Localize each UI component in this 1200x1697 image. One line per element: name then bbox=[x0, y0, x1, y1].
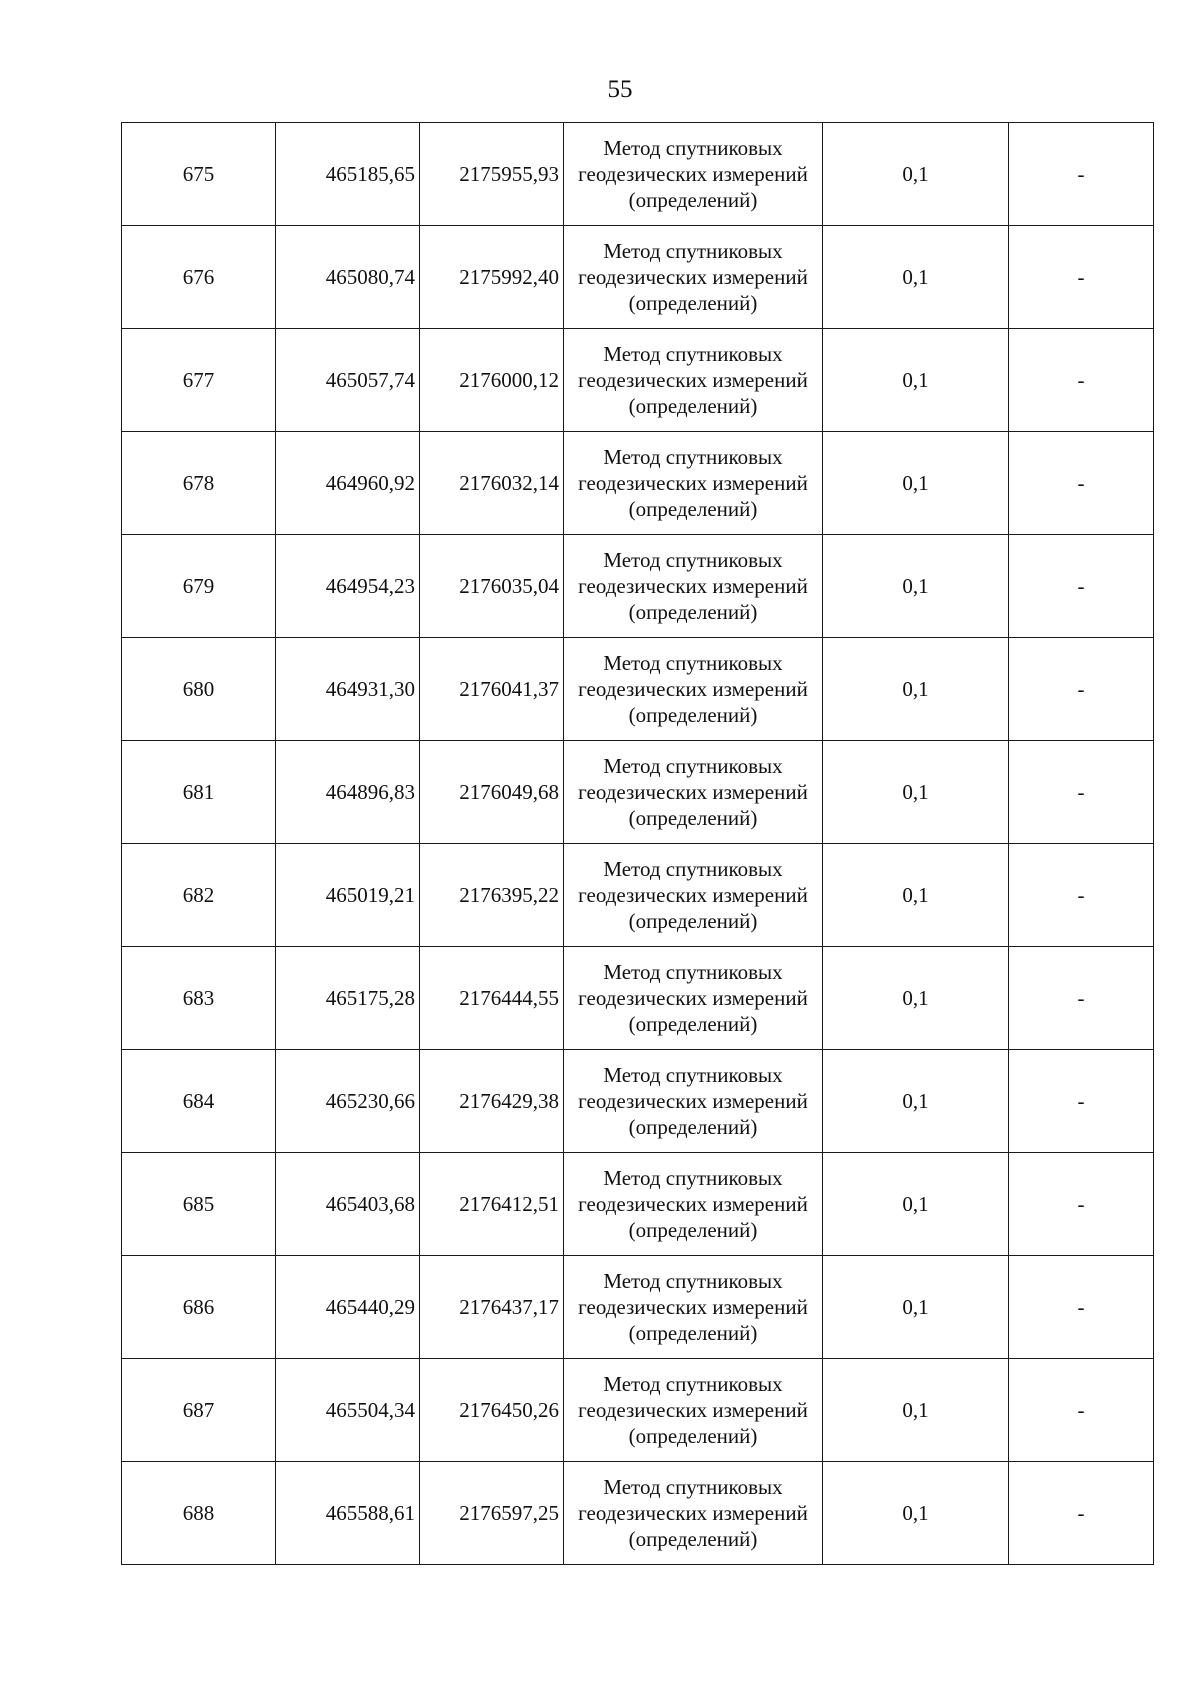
table-row bbox=[122, 1462, 1154, 1565]
table-row bbox=[122, 535, 1154, 638]
note-cell: - bbox=[1009, 1256, 1154, 1359]
table-row bbox=[122, 638, 1154, 741]
point-number-cell: 684 bbox=[122, 1050, 276, 1153]
table-row bbox=[122, 947, 1154, 1050]
accuracy-cell: 0,1 bbox=[823, 947, 1009, 1050]
point-number-cell: 688 bbox=[122, 1462, 276, 1565]
y-coordinate-cell: 2176395,22 bbox=[420, 844, 564, 947]
method-line: геодезических измерений bbox=[578, 265, 808, 289]
x-coordinate-cell: 465504,34 bbox=[276, 1359, 420, 1462]
accuracy-cell: 0,1 bbox=[823, 432, 1009, 535]
accuracy-cell: 0,1 bbox=[823, 1359, 1009, 1462]
method-line: геодезических измерений bbox=[578, 162, 808, 186]
y-coordinate-cell: 2175992,40 bbox=[420, 226, 564, 329]
y-coordinate-cell: 2176032,14 bbox=[420, 432, 564, 535]
x-coordinate-cell: 465057,74 bbox=[276, 329, 420, 432]
method-line: (определений) bbox=[628, 1424, 758, 1448]
point-number-cell: 687 bbox=[122, 1359, 276, 1462]
accuracy-cell: 0,1 bbox=[823, 535, 1009, 638]
accuracy-cell: 0,1 bbox=[823, 1256, 1009, 1359]
note-cell: - bbox=[1009, 947, 1154, 1050]
note-cell: - bbox=[1009, 638, 1154, 741]
method-line: Метод спутниковых bbox=[603, 1063, 783, 1087]
y-coordinate-cell: 2176437,17 bbox=[420, 1256, 564, 1359]
accuracy-cell: 0,1 bbox=[823, 741, 1009, 844]
point-number-cell: 686 bbox=[122, 1256, 276, 1359]
method-line: геодезических измерений bbox=[578, 368, 808, 392]
coordinates-table bbox=[121, 122, 1154, 1565]
method-cell bbox=[564, 1050, 823, 1153]
table-body bbox=[122, 123, 1154, 1565]
method-cell bbox=[564, 1256, 823, 1359]
method-line: (определений) bbox=[628, 497, 758, 521]
y-coordinate-cell: 2176597,25 bbox=[420, 1462, 564, 1565]
method-line: геодезических измерений bbox=[578, 1501, 808, 1525]
method-line: (определений) bbox=[628, 188, 758, 212]
point-number-cell: 678 bbox=[122, 432, 276, 535]
x-coordinate-cell: 465080,74 bbox=[276, 226, 420, 329]
y-coordinate-cell: 2176412,51 bbox=[420, 1153, 564, 1256]
page-number: 55 bbox=[607, 76, 633, 103]
note-cell: - bbox=[1009, 432, 1154, 535]
method-line: (определений) bbox=[628, 291, 758, 315]
note-cell: - bbox=[1009, 1359, 1154, 1462]
method-cell bbox=[564, 123, 823, 226]
point-number-cell: 685 bbox=[122, 1153, 276, 1256]
method-line: (определений) bbox=[628, 1115, 758, 1139]
point-number-cell: 683 bbox=[122, 947, 276, 1050]
method-line: (определений) bbox=[628, 1012, 758, 1036]
x-coordinate-cell: 465175,28 bbox=[276, 947, 420, 1050]
table-row bbox=[122, 123, 1154, 226]
y-coordinate-cell: 2176444,55 bbox=[420, 947, 564, 1050]
method-cell bbox=[564, 1153, 823, 1256]
method-line: геодезических измерений bbox=[578, 1398, 808, 1422]
method-line: Метод спутниковых bbox=[603, 136, 783, 160]
method-line: (определений) bbox=[628, 1218, 758, 1242]
table-row bbox=[122, 226, 1154, 329]
x-coordinate-cell: 465185,65 bbox=[276, 123, 420, 226]
method-line: геодезических измерений bbox=[578, 883, 808, 907]
method-line: (определений) bbox=[628, 600, 758, 624]
method-line: (определений) bbox=[628, 703, 758, 727]
method-line: Метод спутниковых bbox=[603, 754, 783, 778]
note-cell: - bbox=[1009, 123, 1154, 226]
y-coordinate-cell: 2176035,04 bbox=[420, 535, 564, 638]
method-line: (определений) bbox=[628, 1527, 758, 1551]
x-coordinate-cell: 465588,61 bbox=[276, 1462, 420, 1565]
method-line: Метод спутниковых bbox=[603, 239, 783, 263]
note-cell: - bbox=[1009, 535, 1154, 638]
method-line: Метод спутниковых bbox=[603, 1372, 783, 1396]
table-row bbox=[122, 1359, 1154, 1462]
method-line: геодезических измерений bbox=[578, 780, 808, 804]
method-line: Метод спутниковых bbox=[603, 651, 783, 675]
y-coordinate-cell: 2176000,12 bbox=[420, 329, 564, 432]
method-line: Метод спутниковых bbox=[603, 342, 783, 366]
method-line: Метод спутниковых bbox=[603, 1269, 783, 1293]
x-coordinate-cell: 465403,68 bbox=[276, 1153, 420, 1256]
accuracy-cell: 0,1 bbox=[823, 1050, 1009, 1153]
method-cell bbox=[564, 1462, 823, 1565]
point-number-cell: 677 bbox=[122, 329, 276, 432]
x-coordinate-cell: 464931,30 bbox=[276, 638, 420, 741]
table-row bbox=[122, 329, 1154, 432]
y-coordinate-cell: 2176429,38 bbox=[420, 1050, 564, 1153]
method-line: геодезических измерений bbox=[578, 677, 808, 701]
method-line: геодезических измерений bbox=[578, 574, 808, 598]
method-cell bbox=[564, 535, 823, 638]
accuracy-cell: 0,1 bbox=[823, 1153, 1009, 1256]
method-line: Метод спутниковых bbox=[603, 960, 783, 984]
method-line: (определений) bbox=[628, 394, 758, 418]
method-line: (определений) bbox=[628, 909, 758, 933]
x-coordinate-cell: 465440,29 bbox=[276, 1256, 420, 1359]
accuracy-cell: 0,1 bbox=[823, 844, 1009, 947]
table-row bbox=[122, 432, 1154, 535]
method-cell bbox=[564, 844, 823, 947]
x-coordinate-cell: 464896,83 bbox=[276, 741, 420, 844]
method-line: геодезических измерений bbox=[578, 986, 808, 1010]
method-line: Метод спутниковых bbox=[603, 857, 783, 881]
method-line: Метод спутниковых bbox=[603, 445, 783, 469]
accuracy-cell: 0,1 bbox=[823, 329, 1009, 432]
y-coordinate-cell: 2176041,37 bbox=[420, 638, 564, 741]
method-line: Метод спутниковых bbox=[603, 1166, 783, 1190]
y-coordinate-cell: 2175955,93 bbox=[420, 123, 564, 226]
x-coordinate-cell: 464954,23 bbox=[276, 535, 420, 638]
note-cell: - bbox=[1009, 329, 1154, 432]
table-row bbox=[122, 1256, 1154, 1359]
method-cell bbox=[564, 741, 823, 844]
accuracy-cell: 0,1 bbox=[823, 226, 1009, 329]
table-row bbox=[122, 844, 1154, 947]
table-row bbox=[122, 1050, 1154, 1153]
y-coordinate-cell: 2176049,68 bbox=[420, 741, 564, 844]
note-cell: - bbox=[1009, 844, 1154, 947]
method-line: геодезических измерений bbox=[578, 1295, 808, 1319]
accuracy-cell: 0,1 bbox=[823, 123, 1009, 226]
method-line: геодезических измерений bbox=[578, 471, 808, 495]
point-number-cell: 681 bbox=[122, 741, 276, 844]
method-line: (определений) bbox=[628, 1321, 758, 1345]
method-cell bbox=[564, 947, 823, 1050]
method-cell bbox=[564, 432, 823, 535]
method-line: Метод спутниковых bbox=[603, 548, 783, 572]
point-number-cell: 682 bbox=[122, 844, 276, 947]
note-cell: - bbox=[1009, 1050, 1154, 1153]
x-coordinate-cell: 465019,21 bbox=[276, 844, 420, 947]
point-number-cell: 676 bbox=[122, 226, 276, 329]
method-cell bbox=[564, 1359, 823, 1462]
note-cell: - bbox=[1009, 1462, 1154, 1565]
table-row bbox=[122, 1153, 1154, 1256]
point-number-cell: 675 bbox=[122, 123, 276, 226]
y-coordinate-cell: 2176450,26 bbox=[420, 1359, 564, 1462]
accuracy-cell: 0,1 bbox=[823, 638, 1009, 741]
note-cell: - bbox=[1009, 226, 1154, 329]
method-line: геодезических измерений bbox=[578, 1192, 808, 1216]
point-number-cell: 679 bbox=[122, 535, 276, 638]
x-coordinate-cell: 465230,66 bbox=[276, 1050, 420, 1153]
method-line: геодезических измерений bbox=[578, 1089, 808, 1113]
note-cell: - bbox=[1009, 1153, 1154, 1256]
accuracy-cell: 0,1 bbox=[823, 1462, 1009, 1565]
method-cell bbox=[564, 329, 823, 432]
table-row bbox=[122, 741, 1154, 844]
x-coordinate-cell: 464960,92 bbox=[276, 432, 420, 535]
method-line: Метод спутниковых bbox=[603, 1475, 783, 1499]
method-line: (определений) bbox=[628, 806, 758, 830]
note-cell: - bbox=[1009, 741, 1154, 844]
method-cell bbox=[564, 638, 823, 741]
method-cell bbox=[564, 226, 823, 329]
point-number-cell: 680 bbox=[122, 638, 276, 741]
